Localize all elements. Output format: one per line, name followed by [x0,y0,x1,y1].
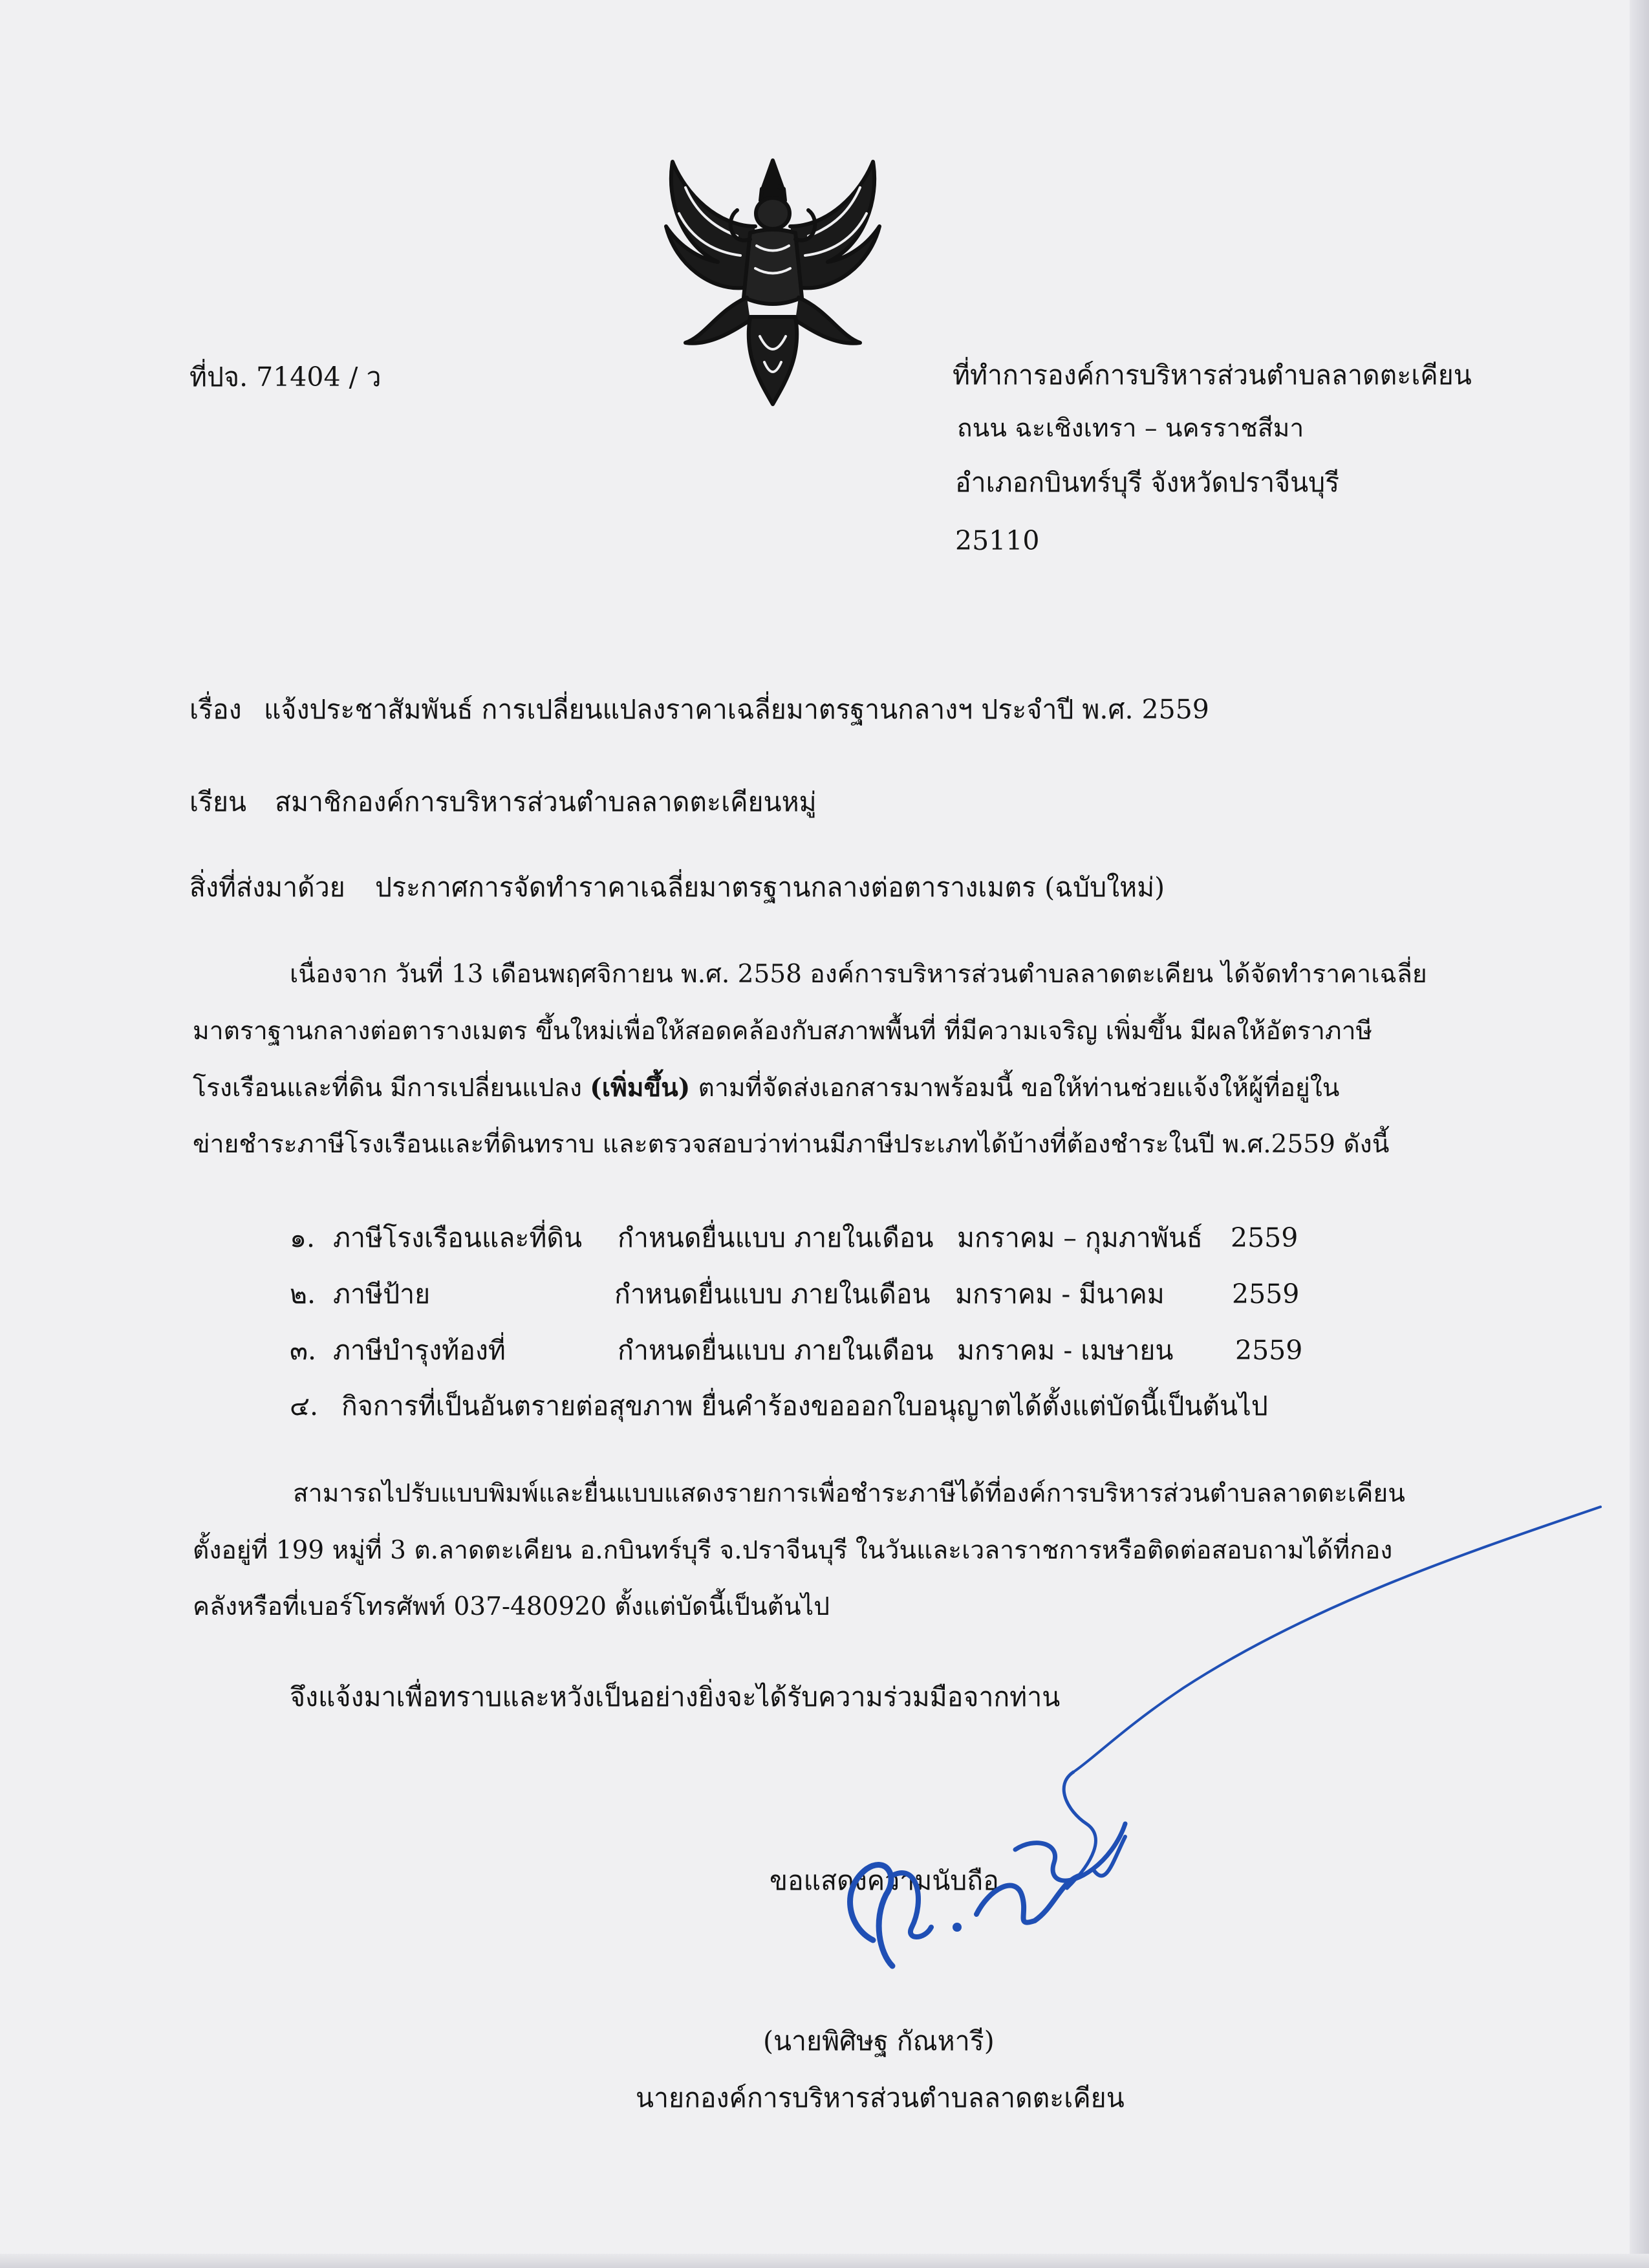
paragraph-2-line-2: ตั้งอยู่ที่ 199 หมู่ที่ 3 ต.ลาดตะเคียน อ.กบินทร์บุรี จ.ปราจีนบุรี ในวันและเวลาราชการหรือติดต่อสอบถามได้ที่กอง [193,1536,1393,1565]
recipient-text: สมาชิกองค์การบริหารส่วนตำบลลาดตะเคียนหมู่ [275,786,817,817]
paragraph-1-line-1: เนื่องจาก วันที่ 13 เดือนพฤศจิกายน พ.ศ. 2558 องค์การบริหารส่วนตำบลลาดตะเคียน ได้จัดทำราคาเฉลี่ย [290,960,1427,989]
tax-item-due: กำหนดยื่นแบบ ภายในเดือน [618,1222,934,1253]
sender-postcode: 25110 [955,525,1040,556]
tax-item-name: ภาษีโรงเรือนและที่ดิน [333,1222,583,1253]
handwritten-signature-icon [821,1474,1610,2018]
subject-text: แจ้งประชาสัมพันธ์ การเปลี่ยนแปลงราคาเฉลี่ยมาตรฐานกลางฯ ประจำปี พ.ศ. 2559 [264,694,1209,725]
paragraph-2-line-3: คลังหรือที่เบอร์โทรศัพท์ 037-480920 ตั้งแต่บัดนี้เป็นต้นไป [193,1592,830,1621]
sender-address-line-2: ถนน ฉะเชิงเทรา – นครราชสีมา [957,414,1304,443]
tax-item-due: กำหนดยื่นแบบ ภายในเดือน [618,1335,934,1366]
tax-item-number: ๒. [290,1279,316,1310]
paragraph-1-line-3 [193,1070,1339,1106]
tax-item-name: ภาษีบำรุงท้องที่ [333,1335,506,1366]
tax-item-name: ภาษีป้าย [333,1279,431,1310]
tax-item-number: ๔. [290,1390,319,1421]
tax-item-year: 2559 [1231,1222,1299,1253]
scan-edge-right [1630,0,1649,2268]
scan-edge-bottom [0,2254,1649,2268]
subject-label: เรื่อง [189,694,242,725]
tax-item-due: กำหนดยื่นแบบ ภายในเดือน [614,1279,931,1310]
signatory-position: นายกองค์การบริหารส่วนตำบลลาดตะเคียน [636,2082,1125,2113]
paragraph-1-line-4: ข่ายชำระภาษีโรงเรือนและที่ดินทราบ และตรวจสอบว่าท่านมีภาษีประเภทได้บ้างที่ต้องชำระในปี พ.ศ.2559 ดังนี้ [193,1130,1390,1159]
tax-item-months: มกราคม – กุมภาพันธ์ [957,1222,1203,1253]
signatory-name: (นายพิศิษฐ กัณหารี) [763,2025,995,2057]
tax-item-number: ๓. [290,1335,317,1366]
increase-emphasis: (เพิ่มขึ้น) [590,1073,691,1103]
tax-item-number: ๑. [290,1222,316,1253]
paragraph-2-line-1: สามารถไปรับแบบพิมพ์และยื่นแบบแสดงรายการเพื่อชำระภาษีได้ที่องค์การบริหารส่วนตำบลลาดตะเคียน [293,1479,1405,1508]
paragraph-1-line-2: มาตราฐานกลางต่อตารางเมตร ขึ้นใหม่เพื่อให้สอดคล้องกับสภาพพื้นที่ ที่มีความเจริญ เพิ่มขึ้น มีผลให้อัตราภาษี [193,1017,1373,1046]
paragraph-1-line-3-post: ตามที่จัดส่งเอกสารมาพร้อมนี้ ขอให้ท่านช่วยแจ้งให้ผู้ที่อยู่ใน [690,1074,1340,1103]
closing-regards: ขอแสดงความนับถือ [770,1865,999,1896]
paragraph-3: จึงแจ้งมาเพื่อทราบและหวังเป็นอย่างยิ่งจะได้รับความร่วมมือจากท่าน [290,1681,1061,1712]
tax-item-year: 2559 [1235,1335,1303,1366]
sender-address-line-1: ที่ทำการองค์การบริหารส่วนตำบลลาดตะเคียน [953,360,1472,391]
tax-item-name: กิจการที่เป็นอันตรายต่อสุขภาพ ยื่นคำร้องขอออกใบอนุญาตได้ตั้งแต่บัดนี้เป็นต้นไป [341,1390,1268,1421]
garuda-emblem-icon [647,149,899,414]
reference-number: ที่ปจ. 71404 / ว [189,362,382,393]
paragraph-1-line-3-pre: โรงเรือนและที่ดิน มีการเปลี่ยนแปลง [193,1074,590,1103]
recipient-label: เรียน [189,786,247,817]
tax-item-months: มกราคม - เมษายน [957,1335,1174,1366]
enclosure-label: สิ่งที่ส่งมาด้วย [189,872,345,903]
sender-address-line-3: อำเภอกบินทร์บุรี จังหวัดปราจีนบุรี [955,467,1340,498]
tax-item-months: มกราคม - มีนาคม [955,1279,1165,1310]
enclosure-text: ประกาศการจัดทำราคาเฉลี่ยมาตรฐานกลางต่อตารางเมตร (ฉบับใหม่) [375,872,1165,903]
tax-item-year: 2559 [1232,1279,1300,1310]
